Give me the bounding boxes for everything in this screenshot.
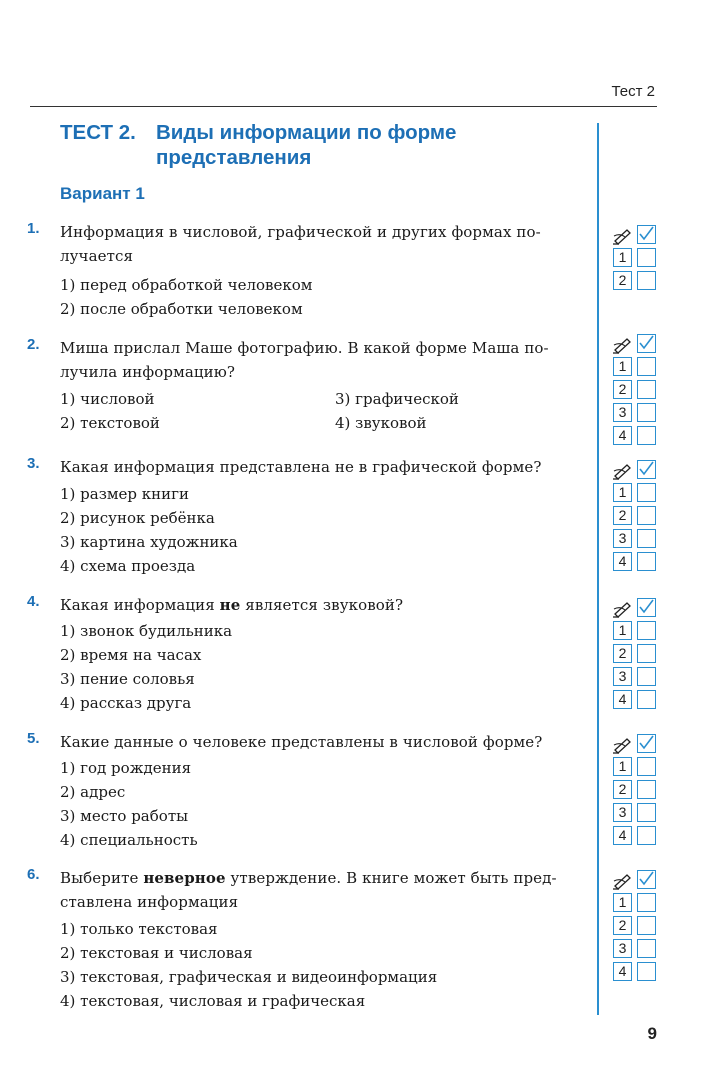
answer-option-number: 2 <box>613 916 632 935</box>
option-4: 4) звуковой <box>335 414 427 432</box>
question-text-part: Выберите <box>60 869 144 887</box>
question-number: 3. <box>27 455 40 472</box>
option-4: 4) схема проезда <box>60 557 196 575</box>
answer-option-checkbox[interactable] <box>637 271 656 290</box>
option-3: 3) картина художника <box>60 533 238 551</box>
option-4: 4) рассказ друга <box>60 694 192 712</box>
answer-option-row-3 <box>612 403 660 423</box>
option-3: 3) пение соловья <box>60 670 195 688</box>
answer-option-row-2 <box>612 506 660 526</box>
answer-option-number: 2 <box>613 271 632 290</box>
answer-option-row-2 <box>612 271 660 291</box>
option-1: 1) год рождения <box>60 759 192 777</box>
option-1: 1) звонок будильника <box>60 622 233 640</box>
answer-option-number: 4 <box>613 962 632 981</box>
check-icon <box>638 599 654 615</box>
test-title <box>60 120 580 170</box>
answer-option-number: 2 <box>613 780 632 799</box>
answer-option-row-4 <box>612 690 660 710</box>
check-icon <box>638 226 654 242</box>
question-number: 6. <box>27 866 40 883</box>
pencil-icon <box>612 225 634 245</box>
answer-option-number: 3 <box>613 667 632 686</box>
answer-option-checkbox[interactable] <box>637 962 656 981</box>
answer-header-row <box>612 460 660 480</box>
answer-option-row-4 <box>612 826 660 846</box>
answer-option-number: 1 <box>613 357 632 376</box>
variant-heading: Вариант 1 <box>60 184 145 203</box>
answer-option-number: 4 <box>613 552 632 571</box>
answer-header-row <box>612 598 660 618</box>
option-1: 1) числовой <box>60 390 155 408</box>
question-number: 5. <box>27 730 40 747</box>
test-title-line1: Виды информации по форме <box>156 121 457 144</box>
answer-option-checkbox[interactable] <box>637 644 656 663</box>
answer-option-row-1 <box>612 757 660 777</box>
question-number: 2. <box>27 336 40 353</box>
question-number: 4. <box>27 593 40 610</box>
answer-option-checkbox[interactable] <box>637 803 656 822</box>
answer-option-number: 3 <box>613 403 632 422</box>
test-number: ТЕСТ 2. <box>60 121 136 144</box>
check-icon <box>638 735 654 751</box>
answer-option-row-1 <box>612 621 660 641</box>
answer-check-cell[interactable] <box>637 334 656 353</box>
question-text: Какая информация представлена не в графической форме? <box>60 458 542 476</box>
answer-option-row-3 <box>612 803 660 823</box>
answer-margin-divider <box>597 123 599 1015</box>
answer-option-number: 2 <box>613 380 632 399</box>
answer-option-checkbox[interactable] <box>637 403 656 422</box>
option-4: 4) текстовая, числовая и графическая <box>60 992 366 1010</box>
answer-option-row-2 <box>612 644 660 664</box>
answer-header-row <box>612 225 660 245</box>
pencil-icon <box>612 734 634 754</box>
question-text-emphasis: не <box>219 596 241 614</box>
answer-option-number: 1 <box>613 757 632 776</box>
page-number: 9 <box>647 1024 657 1043</box>
answer-option-checkbox[interactable] <box>637 621 656 640</box>
answer-option-checkbox[interactable] <box>637 248 656 267</box>
answer-option-row-2 <box>612 916 660 936</box>
answer-option-checkbox[interactable] <box>637 690 656 709</box>
answer-check-cell[interactable] <box>637 225 656 244</box>
option-2: 2) время на часах <box>60 646 202 664</box>
test-title-line2: представления <box>156 146 312 169</box>
answer-option-number: 3 <box>613 803 632 822</box>
answer-option-row-1 <box>612 357 660 377</box>
question-text-emphasis: неверное <box>143 869 226 887</box>
question-text-part: является звуковой? <box>240 596 404 614</box>
answer-option-row-3 <box>612 529 660 549</box>
answer-option-row-1 <box>612 248 660 268</box>
answer-option-checkbox[interactable] <box>637 916 656 935</box>
answer-header-row <box>612 734 660 754</box>
answer-option-row-2 <box>612 380 660 400</box>
question-text-part: утверждение. В книге может быть пред- <box>225 869 557 887</box>
answer-option-checkbox[interactable] <box>637 780 656 799</box>
answer-option-number: 4 <box>613 426 632 445</box>
answer-option-row-1 <box>612 483 660 503</box>
question-text-line1: Информация в числовой, графической и других формах по- <box>60 223 541 241</box>
answer-header-row <box>612 870 660 890</box>
answer-option-row-4 <box>612 552 660 572</box>
answer-option-row-1 <box>612 893 660 913</box>
answer-option-row-2 <box>612 780 660 800</box>
answer-option-checkbox[interactable] <box>637 826 656 845</box>
answer-option-number: 2 <box>613 506 632 525</box>
answer-option-checkbox[interactable] <box>637 357 656 376</box>
answer-check-cell[interactable] <box>637 734 656 753</box>
answer-option-checkbox[interactable] <box>637 380 656 399</box>
option-3: 3) графической <box>335 390 459 408</box>
answer-option-number: 1 <box>613 483 632 502</box>
pencil-icon <box>612 460 634 480</box>
question-text-line2: лучается <box>60 247 134 265</box>
option-4: 4) специальность <box>60 831 198 849</box>
answer-option-number: 2 <box>613 644 632 663</box>
option-1: 1) только текстовая <box>60 920 218 938</box>
question-text <box>60 593 586 617</box>
pencil-icon <box>612 870 634 890</box>
option-2: 2) текстовая и числовая <box>60 944 253 962</box>
answer-option-row-4 <box>612 962 660 982</box>
answer-option-number: 3 <box>613 939 632 958</box>
answer-option-number: 1 <box>613 248 632 267</box>
answer-option-row-3 <box>612 939 660 959</box>
option-2: 2) текстовой <box>60 414 160 432</box>
answer-option-checkbox[interactable] <box>637 529 656 548</box>
question-text <box>60 220 586 268</box>
answer-check-cell[interactable] <box>637 598 656 617</box>
answer-option-number: 4 <box>613 826 632 845</box>
pencil-icon <box>612 334 634 354</box>
question-text-part: Какая информация <box>60 596 220 614</box>
answer-option-row-4 <box>612 426 660 446</box>
answer-check-cell[interactable] <box>637 870 656 889</box>
answer-option-number: 1 <box>613 621 632 640</box>
question-text-line1: Миша прислал Маше фотографию. В какой форме Маша по- <box>60 339 549 357</box>
check-icon <box>638 335 654 351</box>
answer-option-number: 1 <box>613 893 632 912</box>
answer-option-checkbox[interactable] <box>637 552 656 571</box>
check-icon <box>638 871 654 887</box>
option-3: 3) текстовая, графическая и видеоинформация <box>60 968 438 986</box>
question-text-line2: ставлена информация <box>60 893 239 911</box>
answer-option-checkbox[interactable] <box>637 893 656 912</box>
check-icon <box>638 461 654 477</box>
answer-option-number: 3 <box>613 529 632 548</box>
answer-option-checkbox[interactable] <box>637 506 656 525</box>
answer-header-row <box>612 334 660 354</box>
answer-option-checkbox[interactable] <box>637 667 656 686</box>
question-text <box>60 866 586 914</box>
option-2: 2) после обработки человеком <box>60 300 303 318</box>
option-1: 1) размер книги <box>60 485 190 503</box>
question-number: 1. <box>27 220 40 237</box>
option-1: 1) перед обработкой человеком <box>60 276 313 294</box>
question-text <box>60 336 586 384</box>
question-text-line2: лучила информацию? <box>60 363 236 381</box>
answer-option-checkbox[interactable] <box>637 426 656 445</box>
answer-option-checkbox[interactable] <box>637 757 656 776</box>
running-header: Тест 2 <box>611 83 655 100</box>
pencil-icon <box>612 598 634 618</box>
answer-option-checkbox[interactable] <box>637 939 656 958</box>
option-2: 2) адрес <box>60 783 126 801</box>
option-3: 3) место работы <box>60 807 189 825</box>
question-text: Какие данные о человеке представлены в числовой форме? <box>60 733 543 751</box>
answer-option-row-3 <box>612 667 660 687</box>
header-divider <box>30 106 657 107</box>
answer-check-cell[interactable] <box>637 460 656 479</box>
answer-option-number: 4 <box>613 690 632 709</box>
option-2: 2) рисунок ребёнка <box>60 509 215 527</box>
answer-option-checkbox[interactable] <box>637 483 656 502</box>
